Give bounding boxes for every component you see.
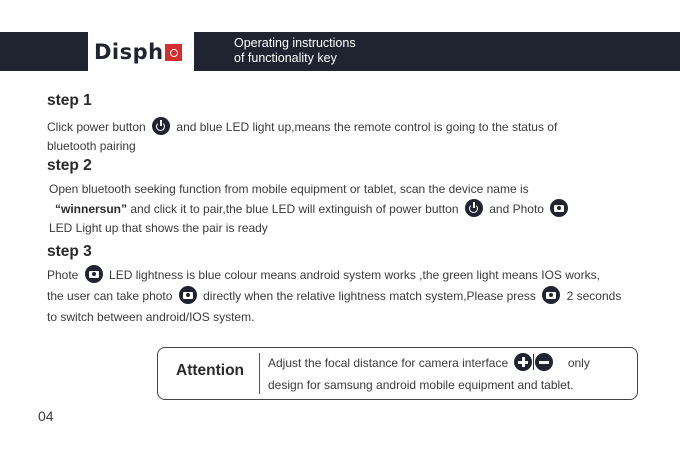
page-number: 04 [38, 408, 54, 424]
step3-text-e: 2 seconds [566, 289, 622, 303]
plus-minus-divider [533, 354, 534, 370]
header-title [234, 36, 356, 66]
brand-text: Disph [94, 39, 164, 64]
step2-text-d: LED Light up that shows the pair is ready [49, 221, 268, 235]
attention-text [268, 352, 628, 396]
step3-text-c: the user can take photo [47, 289, 173, 303]
step3-text-b: LED lightness is blue colour means android system works ,the green light means IOS works, [109, 268, 600, 282]
step2-text-b: and click it to pair,the blue LED will extinguish of power button [127, 202, 459, 216]
camera-logo-icon [165, 44, 182, 61]
step3-text-d: directly when the relative lightness match system,Please press [203, 289, 536, 303]
attention-text-c: design for samsung android mobile equipment and tablet. [268, 378, 574, 392]
step3-text-f: to switch between android/IOS system. [47, 310, 255, 324]
step1-text-a: Click power button [47, 120, 146, 134]
header-title-line2: of functionality key [234, 51, 337, 65]
step2-text-c: and Photo [489, 202, 544, 216]
power-icon [152, 117, 170, 135]
device-name: “winnersun” [55, 202, 128, 216]
step1-text-b: and blue LED light up,means the remote control is going to the status of [176, 120, 558, 134]
step3-text [47, 265, 657, 328]
brand-logo [88, 32, 194, 71]
power-icon [465, 199, 483, 217]
step2-text [49, 180, 649, 238]
plus-icon [514, 353, 532, 371]
attention-text-b: only [567, 356, 590, 370]
attention-box [157, 347, 638, 400]
attention-divider [259, 353, 260, 394]
step1-text-c: bluetooth pairing [47, 139, 136, 153]
attention-label: Attention [176, 362, 245, 379]
step3-text-a: Phote [47, 268, 79, 282]
photo-icon [550, 199, 568, 217]
step1-text [47, 117, 647, 156]
step1-title: step 1 [47, 92, 92, 109]
photo-icon [179, 286, 197, 304]
photo-icon [85, 265, 103, 283]
step3-title: step 3 [47, 243, 92, 260]
step2-text-a: Open bluetooth seeking function from mobile equipment or tablet, scan the device name is [49, 182, 529, 196]
minus-icon [535, 353, 553, 371]
attention-text-a: Adjust the focal distance for camera interface [268, 356, 509, 370]
photo-icon [542, 286, 560, 304]
header-title-line1: Operating instructions [234, 36, 356, 50]
step2-title: step 2 [47, 157, 92, 174]
